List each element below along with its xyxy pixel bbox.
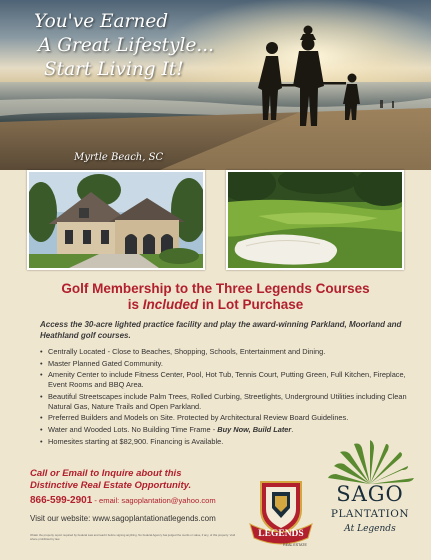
headline-line-2 <box>0 297 431 313</box>
phone-link[interactable]: 866-599-2901 <box>30 495 93 506</box>
call-to-action <box>30 468 260 492</box>
contact-line <box>30 495 216 506</box>
location-label: Myrtle Beach, SC <box>74 152 164 163</box>
headline-line-1: Golf Membership to the Three Legends Courses <box>61 281 370 296</box>
list-item: • Homesites starting at $82,900. Financing is Available. <box>40 437 412 447</box>
palm-icon <box>324 440 416 486</box>
headline-line-2-emphasis: Included <box>142 297 199 312</box>
list-item-text: Water and Wooded Lots. No Building Time Frame - <box>48 424 218 434</box>
list-item-period: . <box>291 424 294 434</box>
list-item-emphasis: Buy Now, Build Later <box>217 424 292 434</box>
house-photo <box>27 170 205 270</box>
list-item: • Master Planned Gated Community. <box>40 359 412 369</box>
cta-line-2: Distinctive Real Estate Opportunity. <box>30 480 192 491</box>
legends-logo <box>248 480 314 548</box>
email-separator: - email: <box>92 496 122 505</box>
list-item: • Beautiful Streetscapes include Palm Trees, Rolled Curbing, Streetlights, Underground Utilities including Clean Natural Gas, Nature Trails and Open Parkland. <box>40 392 412 411</box>
headline-line-2-post: in Lot Purchase <box>198 297 304 312</box>
headline <box>0 281 431 313</box>
sago-at-legends-text: At Legends <box>344 524 396 534</box>
cta-line-1: Call or Email to Inquire about this <box>30 468 182 479</box>
list-item <box>40 425 412 435</box>
tagline-line-1: You've Earned <box>34 11 169 32</box>
sago-plantation-logo <box>324 440 416 550</box>
legends-logo-text: LEGENDS <box>258 529 304 539</box>
intro-paragraph: Access the 30-acre lighted practice facility and play the award-winning Parkland, Moorland and Heathland golf courses. <box>40 320 402 340</box>
website-link[interactable]: Visit our website: www.sagoplantationatlegends.com <box>30 514 216 523</box>
legends-logo-sub: REAL ESTATE <box>283 543 307 547</box>
list-item: • Amenity Center to include Fitness Center, Pool, Hot Tub, Tennis Court, Putting Green, Full Kitchen, Fireplace, Event Rooms and BBQ Area. <box>40 370 412 389</box>
hero-tagline <box>34 10 214 82</box>
sago-plantation-text: PLANTATION <box>330 508 410 520</box>
headline-line-2-pre: is <box>127 297 143 312</box>
fine-print: Obtain the property report required by Federal Law and read it before signing anything. No Federal Agency has judged the merits or value, if any, of this property. Void where prohibited by law. <box>30 533 236 541</box>
tagline-line-2: A Great Lifestyle... <box>38 35 215 56</box>
list-item: • Preferred Builders and Models on Site. Protected by Architectural Review Board Guidelines. <box>40 413 412 423</box>
tagline-line-3: Start Living It! <box>44 59 184 80</box>
golf-course-photo <box>226 170 404 270</box>
email-link[interactable]: sagoplantation@yahoo.com <box>121 496 216 505</box>
hero-banner <box>0 0 431 170</box>
list-item: • Centrally Located - Close to Beaches, Shopping, Schools, Entertainment and Dining. <box>40 347 412 357</box>
sago-wordmark: SAGO <box>336 482 404 506</box>
feature-list <box>40 347 412 448</box>
